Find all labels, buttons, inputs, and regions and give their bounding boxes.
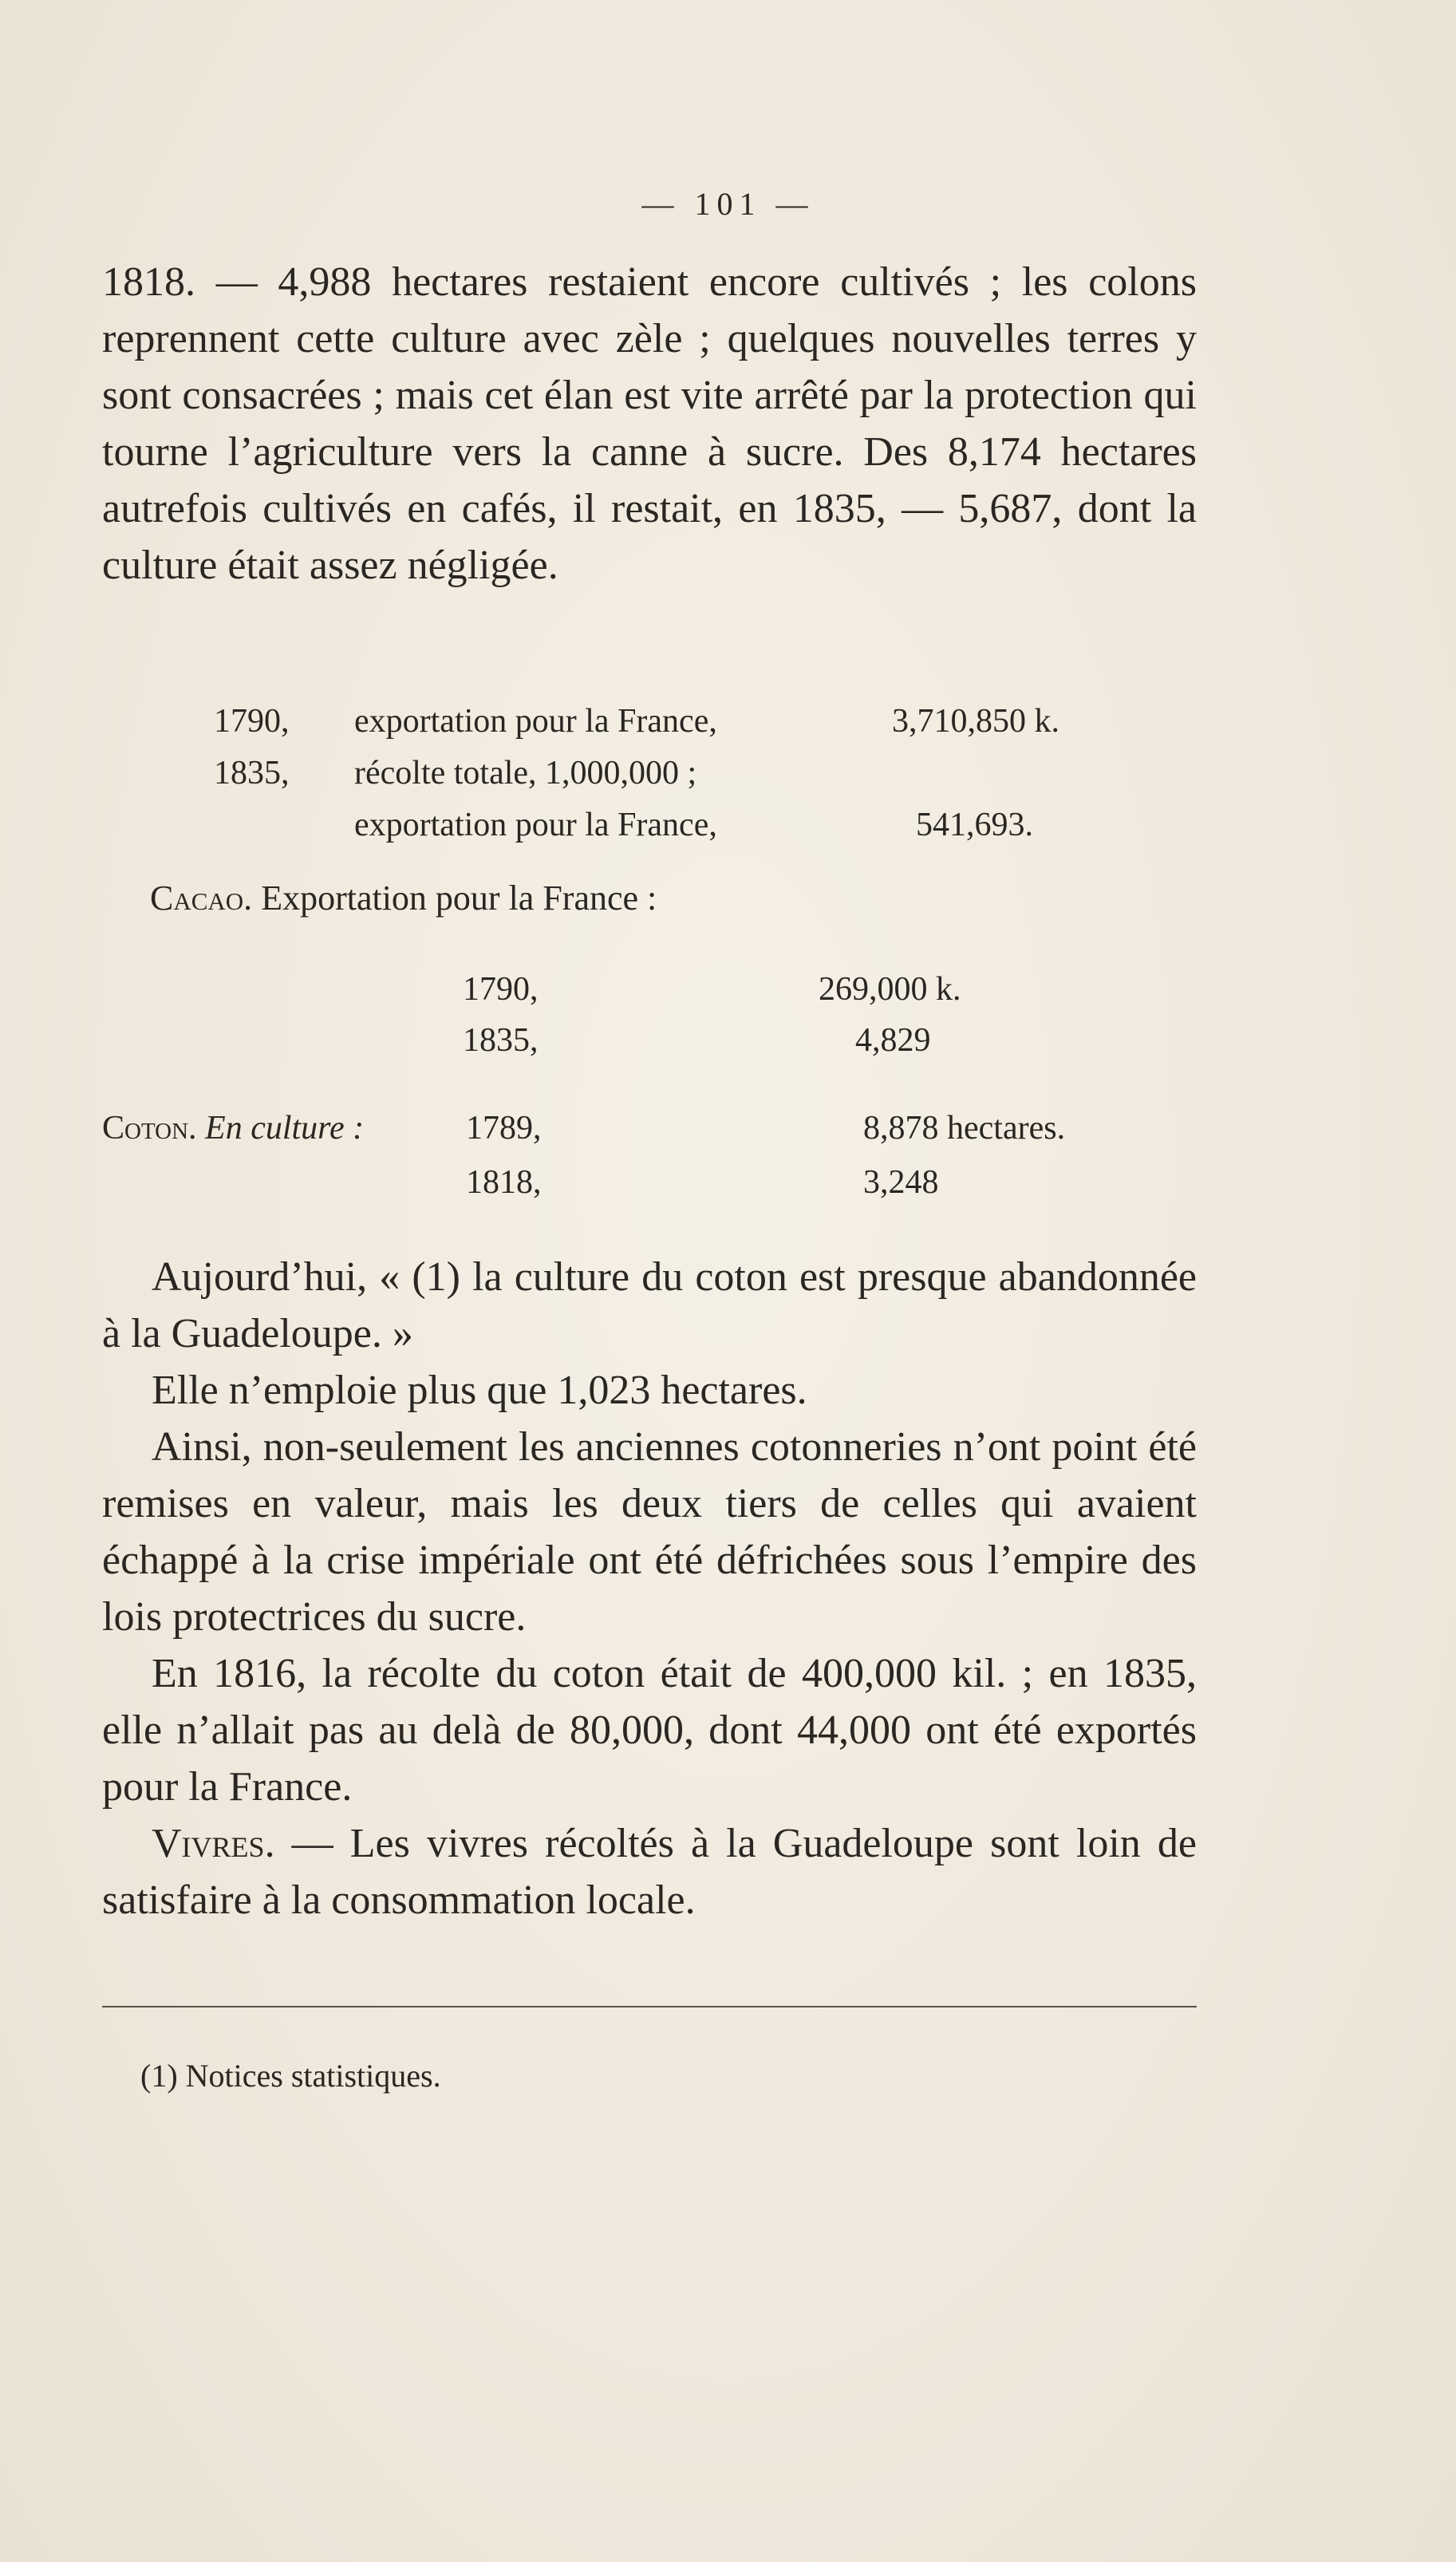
cafe-row-2-year: 1835, (214, 755, 290, 791)
body-paragraphs (102, 1249, 1197, 1928)
coton-row-2-year: 1818, (466, 1164, 542, 1201)
cafe-row-3-value: 541,693. (916, 807, 1033, 843)
coton-heading: Coton. (102, 1110, 197, 1147)
paragraph-elle: Elle n’emploie plus que 1,023 hectares. (152, 1368, 807, 1413)
footnote: (1) Notices statistiques. (140, 2058, 441, 2094)
coton-row-2-value: 3,248 (863, 1164, 939, 1201)
cacao-row-1-value: 269,000 k. (819, 971, 961, 1008)
cafe-row-1-value: 3,710,850 k. (892, 703, 1059, 740)
cafe-row-1-label: exportation pour la France, (354, 703, 717, 740)
coton-heading-line (102, 1109, 364, 1147)
paragraph-1818: 1818. — 4,988 hectares restaient encore cultivés ; les colons reprennent cette culture avec zèle ; quelques nouvelles terres y sont consacrées ; mais cet élan est vite arrêté par la protection qui tourne l’agriculture vers la canne à sucre. Des 8,174 hectares autrefois cultivés en cafés, il restait, en 1835, — 5,687, dont la culture était assez négligée. (102, 259, 1197, 588)
cacao-heading: Cacao. (150, 878, 253, 918)
cafe-row-1-year: 1790, (214, 703, 290, 740)
coton-label: En culture : (205, 1110, 365, 1147)
cafe-row-2-label: récolte totale, 1,000,000 ; (354, 755, 697, 791)
cacao-row-2-value: 4,829 (855, 1022, 931, 1059)
cacao-text: Exportation pour la France : (261, 878, 657, 918)
cacao-row-1-year: 1790, (463, 971, 539, 1008)
page-number-header: — 101 — (641, 186, 815, 222)
footnote-rule (102, 2006, 1197, 2007)
cacao-heading-line (150, 878, 657, 918)
paragraph-ainsi: Ainsi, non-seulement les anciennes cotonneries n’ont point été remises en valeur, mais les deux tiers de celles qui avaient échappé à la crise impériale ont été défrichées sous l’empire des lois protectrices du sucre. (102, 1424, 1197, 1640)
paragraph-aujourdhui: Aujourd’hui, « (1) la culture du coton est presque abandonnée à la Guadeloupe. » (102, 1254, 1197, 1356)
cacao-row-2-year: 1835, (463, 1022, 539, 1059)
coton-row-1-value: 8,878 hectares. (863, 1110, 1066, 1147)
paragraph-vivres (102, 1815, 1197, 1928)
vivres-text: — Les vivres récoltés à la Guadeloupe sont loin de satisfaire à la consommation locale. (102, 1821, 1197, 1923)
vivres-heading: Vivres. (152, 1821, 275, 1866)
cafe-row-3-label: exportation pour la France, (354, 807, 717, 843)
paragraph-en-1816: En 1816, la récolte du coton était de 400,000 kil. ; en 1835, elle n’allait pas au delà de 80,000, dont 44,000 ont été exportés pour la France. (102, 1651, 1197, 1810)
coton-row-1-year: 1789, (466, 1110, 542, 1147)
paragraph-cafe (102, 254, 1197, 594)
